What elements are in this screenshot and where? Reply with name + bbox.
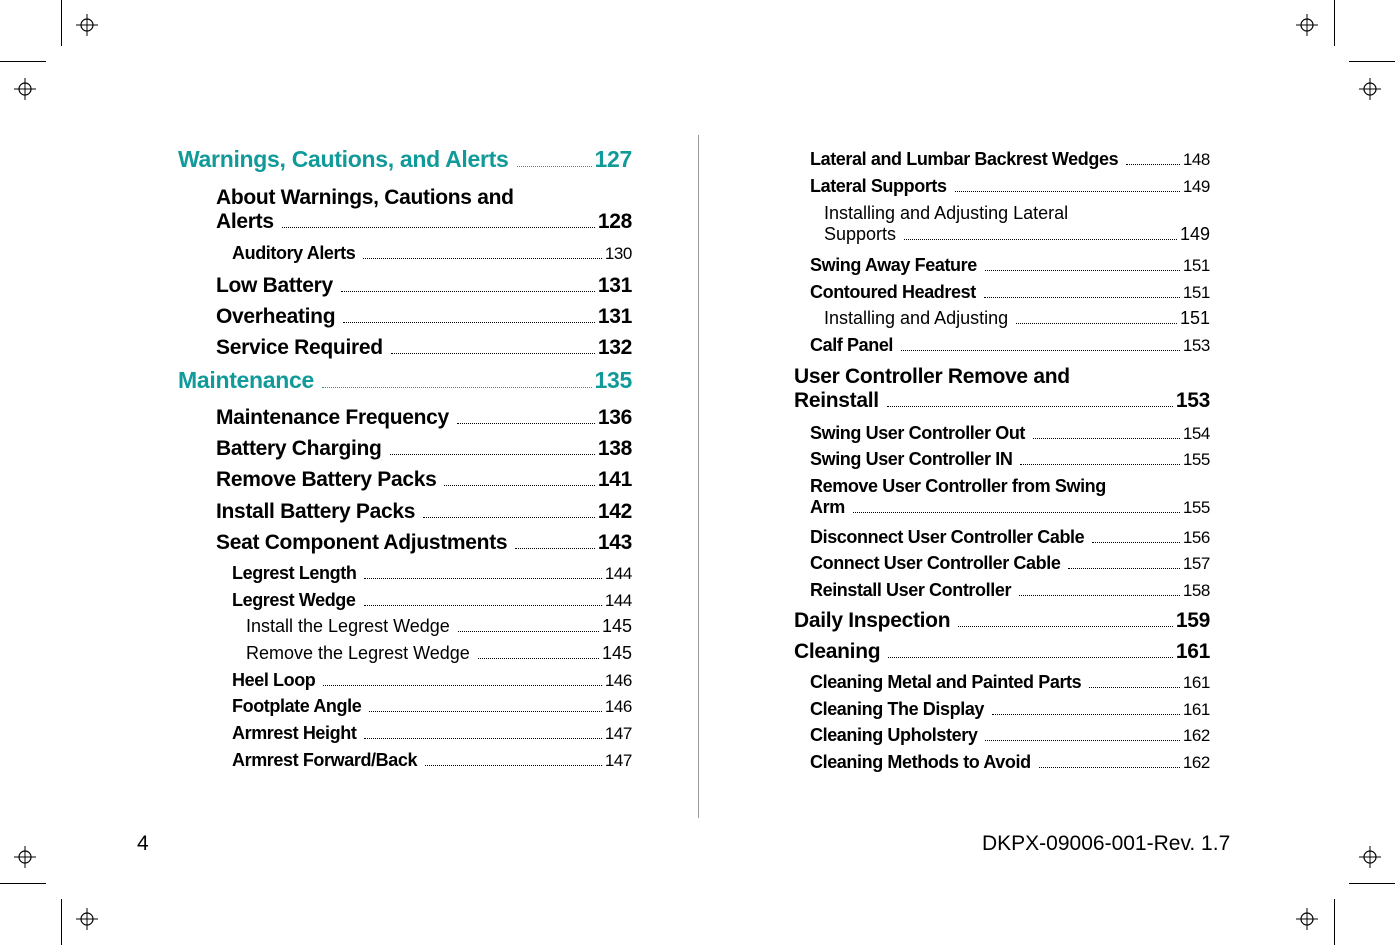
registration-mark-icon — [14, 78, 36, 100]
toc-entry-title: Cleaning Upholstery — [810, 725, 978, 745]
toc-entry-title: Disconnect User Controller Cable — [810, 527, 1085, 547]
crop-mark — [1334, 0, 1335, 46]
toc-entry[interactable] — [824, 203, 1210, 245]
toc-entry-title: Install Battery Packs — [216, 500, 416, 523]
toc-page-number: 157 — [1182, 554, 1210, 573]
toc-page-number: 148 — [1182, 150, 1210, 169]
toc-page-number: 131 — [597, 305, 632, 328]
toc-entry-title: Supports — [824, 224, 897, 244]
toc-entry[interactable] — [824, 308, 1210, 329]
toc-entry[interactable] — [216, 468, 632, 492]
dot-leader — [341, 290, 595, 292]
toc-entry[interactable] — [810, 527, 1210, 548]
toc-page-number: 130 — [604, 244, 632, 263]
toc-entry-title: Remove Battery Packs — [216, 468, 437, 491]
dot-leader — [901, 349, 1180, 351]
toc-entry[interactable] — [810, 672, 1210, 693]
toc-entry-title: Arm — [810, 497, 845, 517]
toc-page-number: 145 — [601, 643, 632, 663]
toc-page-number: 153 — [1182, 336, 1210, 355]
toc-entry[interactable] — [810, 335, 1210, 356]
toc-entry-title: Lateral Supports — [810, 176, 947, 196]
toc-page-number: 132 — [597, 336, 632, 359]
toc-page-number: 161 — [1175, 640, 1210, 663]
toc-entry[interactable] — [216, 500, 632, 524]
dot-leader — [343, 321, 595, 323]
toc-entry-title: Low Battery — [216, 274, 333, 297]
dot-leader — [1092, 541, 1180, 543]
toc-page-number: 159 — [1175, 609, 1210, 632]
registration-mark-icon — [1296, 14, 1318, 36]
toc-page-number: 142 — [597, 500, 632, 523]
toc-entry-title: Remove the Legrest Wedge — [246, 643, 470, 663]
toc-entry[interactable] — [178, 146, 632, 173]
dot-leader — [390, 453, 595, 455]
dot-leader — [515, 547, 595, 549]
toc-entry-title: Armrest Forward/Back — [232, 750, 418, 770]
dot-leader — [992, 713, 1180, 715]
toc-page-number: 144 — [604, 564, 632, 583]
toc-entry-title: Connect User Controller Cable — [810, 553, 1061, 573]
toc-page-number: 162 — [1182, 753, 1210, 772]
dot-leader — [369, 710, 602, 712]
toc-entry-title: Cleaning The Display — [810, 699, 985, 719]
dot-leader — [364, 604, 602, 606]
toc-entry[interactable] — [232, 670, 632, 691]
toc-entry-title: Maintenance — [178, 367, 315, 393]
toc-entry-title: Install the Legrest Wedge — [246, 616, 450, 636]
dot-leader — [1039, 766, 1180, 768]
crop-mark — [1349, 61, 1395, 62]
column-divider — [698, 135, 699, 818]
toc-entry-title: Installing and Adjusting Lateral — [824, 203, 1069, 223]
toc-entry-title: Contoured Headrest — [810, 282, 976, 302]
toc-entry-title: Footplate Angle — [232, 696, 362, 716]
toc-entry[interactable] — [810, 255, 1210, 276]
dot-leader — [1020, 463, 1179, 465]
toc-entry[interactable] — [232, 696, 632, 717]
registration-mark-icon — [1359, 78, 1381, 100]
toc-entry[interactable] — [216, 336, 632, 360]
dot-leader — [478, 657, 599, 659]
toc-page-number: 127 — [594, 146, 632, 172]
dot-leader — [323, 684, 601, 686]
toc-entry[interactable] — [794, 640, 1210, 664]
toc-entry[interactable] — [810, 149, 1210, 170]
toc-page-number: 151 — [1179, 308, 1210, 328]
toc-entry[interactable] — [216, 406, 632, 430]
toc-entry[interactable] — [232, 590, 632, 611]
dot-leader — [444, 484, 594, 486]
toc-entry[interactable] — [232, 243, 632, 264]
registration-mark-icon — [14, 846, 36, 868]
page-number: 4 — [137, 832, 149, 855]
toc-entry[interactable] — [216, 305, 632, 329]
toc-page-number: 131 — [597, 274, 632, 297]
toc-entry[interactable] — [810, 725, 1210, 746]
dot-leader — [1033, 437, 1180, 439]
toc-page-number: 147 — [604, 751, 632, 770]
toc-page-number: 151 — [1182, 283, 1210, 302]
crop-mark — [0, 883, 46, 884]
toc-entry-title: Cleaning — [794, 640, 881, 663]
toc-entry-title: Alerts — [216, 210, 274, 233]
toc-page-number: 155 — [1182, 450, 1210, 469]
dot-leader — [517, 165, 592, 167]
toc-entry-title: Legrest Wedge — [232, 590, 356, 610]
registration-mark-icon — [76, 14, 98, 36]
toc-entry[interactable] — [810, 699, 1210, 720]
toc-page-number: 149 — [1182, 177, 1210, 196]
registration-mark-icon — [1359, 846, 1381, 868]
toc-entry[interactable] — [810, 423, 1210, 444]
dot-leader — [282, 226, 595, 228]
toc-entry-title: Swing Away Feature — [810, 255, 977, 275]
toc-entry[interactable] — [810, 449, 1210, 470]
toc-page-number: 161 — [1182, 673, 1210, 692]
toc-page-number: 147 — [604, 724, 632, 743]
toc-entry-title: Service Required — [216, 336, 383, 359]
toc-entry-title: Overheating — [216, 305, 336, 328]
dot-leader — [1019, 594, 1180, 596]
toc-entry-title: Remove User Controller from Swing — [810, 476, 1106, 496]
toc-entry[interactable] — [178, 367, 632, 394]
registration-mark-icon — [76, 908, 98, 930]
toc-entry[interactable] — [216, 437, 632, 461]
toc-entry-title: Cleaning Methods to Avoid — [810, 752, 1031, 772]
toc-entry-title: Swing User Controller IN — [810, 449, 1013, 469]
toc-entry[interactable] — [794, 609, 1210, 633]
crop-mark — [1334, 899, 1335, 945]
toc-entry-title: Legrest Length — [232, 563, 357, 583]
dot-leader — [888, 656, 1173, 658]
toc-page-number: 144 — [604, 591, 632, 610]
toc-page-number: 135 — [594, 367, 632, 393]
dot-leader — [985, 739, 1179, 741]
toc-page-number: 158 — [1182, 581, 1210, 600]
toc-entry[interactable] — [232, 723, 632, 744]
toc-entry[interactable] — [810, 580, 1210, 601]
toc-entry-title: Reinstall User Controller — [810, 580, 1012, 600]
dot-leader — [985, 269, 1180, 271]
toc-page-number: 162 — [1182, 726, 1210, 745]
toc-entry-title: Maintenance Frequency — [216, 406, 449, 429]
dot-leader — [364, 577, 601, 579]
toc-entry[interactable] — [232, 750, 632, 771]
toc-page-number: 161 — [1182, 700, 1210, 719]
toc-page-number: 138 — [597, 437, 632, 460]
toc-entry-title: Warnings, Cautions, and Alerts — [178, 146, 509, 172]
dot-leader — [1089, 686, 1180, 688]
toc-entry-title: Cleaning Metal and Painted Parts — [810, 672, 1082, 692]
toc-page-number: 156 — [1182, 528, 1210, 547]
crop-mark — [61, 0, 62, 46]
toc-entry[interactable] — [810, 176, 1210, 197]
dot-leader — [853, 511, 1180, 513]
dot-leader — [364, 737, 601, 739]
toc-page-number: 146 — [604, 697, 632, 716]
toc-entry-title: Battery Charging — [216, 437, 382, 460]
toc-page-number: 149 — [1179, 224, 1210, 244]
toc-entry-title: Installing and Adjusting — [824, 308, 1009, 328]
dot-leader — [904, 238, 1177, 240]
dot-leader — [322, 386, 592, 388]
dot-leader — [887, 405, 1173, 407]
dot-leader — [457, 422, 595, 424]
toc-page-number: 151 — [1182, 256, 1210, 275]
toc-page-number: 155 — [1182, 498, 1210, 517]
toc-entry-title: Daily Inspection — [794, 609, 951, 632]
toc-page-number: 153 — [1175, 389, 1210, 412]
toc-entry-title: Reinstall — [794, 389, 879, 412]
toc-entry[interactable] — [216, 274, 632, 298]
toc-entry[interactable] — [246, 643, 632, 664]
registration-mark-icon — [1296, 908, 1318, 930]
toc-page-number: 136 — [597, 406, 632, 429]
toc-page-number: 154 — [1182, 424, 1210, 443]
toc-entry[interactable] — [216, 186, 632, 234]
toc-entry-title: Calf Panel — [810, 335, 894, 355]
toc-entry[interactable] — [810, 476, 1210, 518]
toc-entry[interactable] — [216, 531, 632, 555]
toc-entry-title: About Warnings, Cautions and — [216, 186, 514, 209]
toc-entry-title: Swing User Controller Out — [810, 423, 1026, 443]
toc-entry[interactable] — [246, 616, 632, 637]
toc-entry-title: Seat Component Adjustments — [216, 531, 508, 554]
toc-page-number: 146 — [604, 671, 632, 690]
dot-leader — [1016, 322, 1177, 324]
dot-leader — [955, 190, 1180, 192]
toc-entry[interactable] — [810, 282, 1210, 303]
dot-leader — [984, 296, 1180, 298]
toc-entry[interactable] — [232, 563, 632, 584]
dot-leader — [391, 352, 595, 354]
toc-entry-title: Heel Loop — [232, 670, 316, 690]
toc-page-number: 141 — [597, 468, 632, 491]
toc-page-number: 128 — [597, 210, 632, 233]
document-id: DKPX-09006-001-Rev. 1.7 — [982, 832, 1231, 855]
toc-entry-title: Armrest Height — [232, 723, 357, 743]
toc-page-number: 145 — [601, 616, 632, 636]
toc-entry-title: Lateral and Lumbar Backrest Wedges — [810, 149, 1119, 169]
dot-leader — [1068, 567, 1179, 569]
toc-page-number: 143 — [597, 531, 632, 554]
toc-entry[interactable] — [794, 365, 1210, 413]
dot-leader — [363, 257, 601, 259]
toc-entry[interactable] — [810, 553, 1210, 574]
dot-leader — [458, 630, 599, 632]
dot-leader — [1126, 163, 1180, 165]
crop-mark — [1349, 883, 1395, 884]
dot-leader — [423, 516, 595, 518]
toc-entry-title: Auditory Alerts — [232, 243, 356, 263]
dot-leader — [425, 764, 602, 766]
dot-leader — [958, 625, 1173, 627]
toc-entry-title: User Controller Remove and — [794, 365, 1070, 388]
crop-mark — [0, 61, 46, 62]
toc-entry[interactable] — [810, 752, 1210, 773]
crop-mark — [61, 899, 62, 945]
